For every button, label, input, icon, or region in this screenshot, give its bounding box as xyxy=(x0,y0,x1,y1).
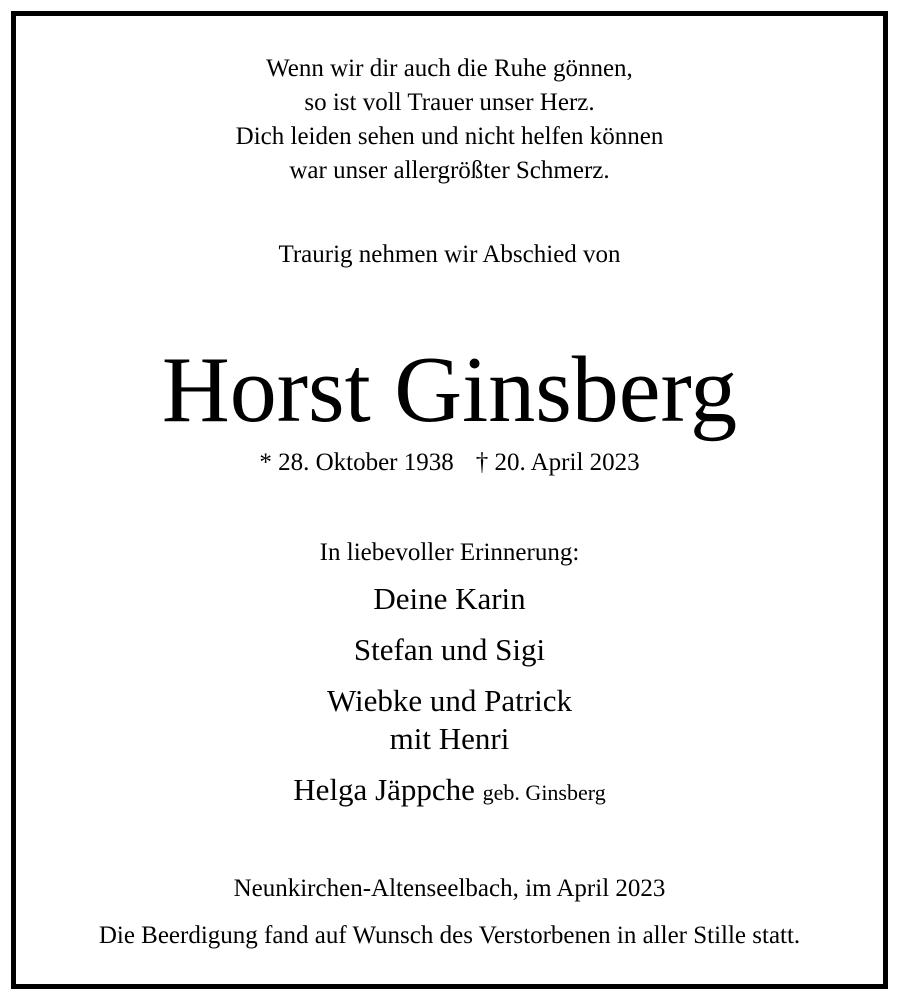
deceased-name: Horst Ginsberg xyxy=(161,338,738,442)
poem-line: Wenn wir dir auch die Ruhe gönnen, xyxy=(266,55,633,82)
mourner-entry xyxy=(0,631,899,669)
poem-line: Dich leiden sehen und nicht helfen können xyxy=(235,123,664,150)
life-dates xyxy=(0,446,899,480)
mourner-entry xyxy=(0,580,899,618)
death-date: † 20. April 2023 xyxy=(475,449,640,476)
farewell-intro: Traurig nehmen wir Abschied von xyxy=(278,241,621,268)
poem-line: war unser allergrößter Schmerz. xyxy=(289,157,610,184)
mourner-entry xyxy=(0,771,899,812)
maiden-name-note: geb. Ginsberg xyxy=(482,780,606,805)
place-and-date: Neunkirchen-Altenseelbach, im April 2023 xyxy=(233,875,666,902)
memory-heading: In liebevoller Erinnerung: xyxy=(319,539,580,566)
mourner-name: Deine Karin xyxy=(373,581,526,616)
mourner-entry xyxy=(0,682,899,758)
mourner-name-continued: mit Henri xyxy=(389,721,510,756)
mourner-name: Helga Jäppche xyxy=(293,772,475,807)
mourner-name: Wiebke und Patrick xyxy=(327,683,572,718)
funeral-note: Die Beerdigung fand auf Wunsch des Verstorbenen in aller Stille statt. xyxy=(98,922,801,949)
mourners-list xyxy=(0,580,899,825)
poem-line: so ist voll Trauer unser Herz. xyxy=(304,89,595,116)
mourner-name: Stefan und Sigi xyxy=(353,632,546,667)
birth-date: * 28. Oktober 1938 xyxy=(259,449,454,476)
poem xyxy=(0,52,899,188)
